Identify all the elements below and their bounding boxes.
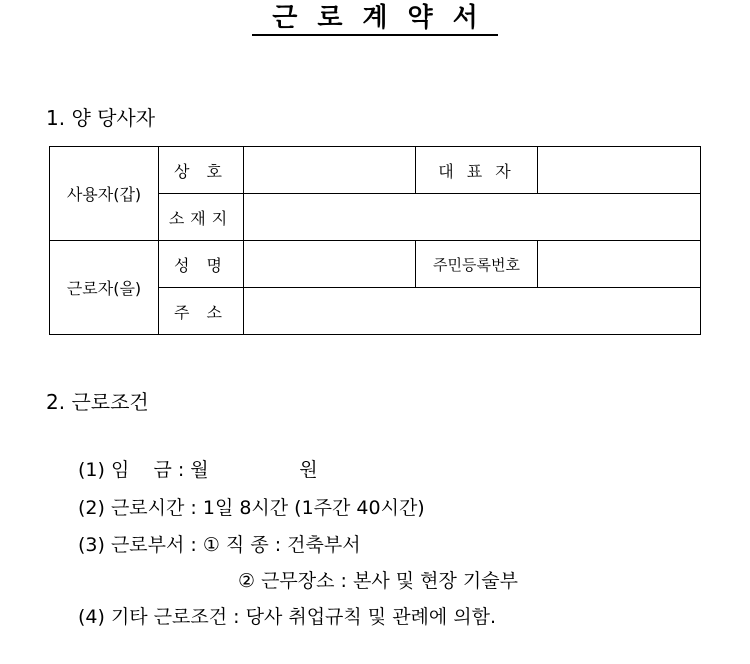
worker-name-label: 성 명 — [159, 241, 244, 288]
trade-name-label: 상 호 — [159, 147, 244, 194]
employer-address-label: 소재지 — [159, 194, 244, 241]
title-text: 근로계약서 — [252, 2, 498, 36]
resident-id-label: 주민등록번호 — [416, 241, 538, 288]
employer-row-1 — [50, 147, 701, 194]
worker-role-cell: 근로자(을) — [50, 241, 159, 335]
worker-address-label: 주 소 — [159, 288, 244, 335]
worker-row-1 — [50, 241, 701, 288]
condition-other: (4) 기타 근로조건 : 당사 취업규칙 및 관례에 의함. — [78, 606, 497, 628]
document-title — [0, 0, 750, 36]
representative-field[interactable] — [538, 147, 701, 194]
resident-id-field[interactable] — [538, 241, 701, 288]
trade-name-field[interactable] — [244, 147, 416, 194]
section-1-heading: 1. 양 당사자 — [46, 106, 156, 130]
condition-workplace: ② 근무장소 : 본사 및 현장 기술부 — [238, 570, 518, 592]
parties-table — [49, 146, 701, 335]
section-2-heading: 2. 근로조건 — [46, 390, 149, 414]
employer-address-field[interactable] — [244, 194, 701, 241]
condition-wage: (1) 임 금 : 월 원 — [78, 459, 318, 481]
worker-name-field[interactable] — [244, 241, 416, 288]
representative-label: 대 표 자 — [416, 147, 538, 194]
worker-address-field[interactable] — [244, 288, 701, 335]
condition-department: (3) 근로부서 : ① 직 종 : 건축부서 — [78, 534, 361, 556]
employer-role-cell: 사용자(갑) — [50, 147, 159, 241]
condition-working-hours: (2) 근로시간 : 1일 8시간 (1주간 40시간) — [78, 497, 425, 519]
